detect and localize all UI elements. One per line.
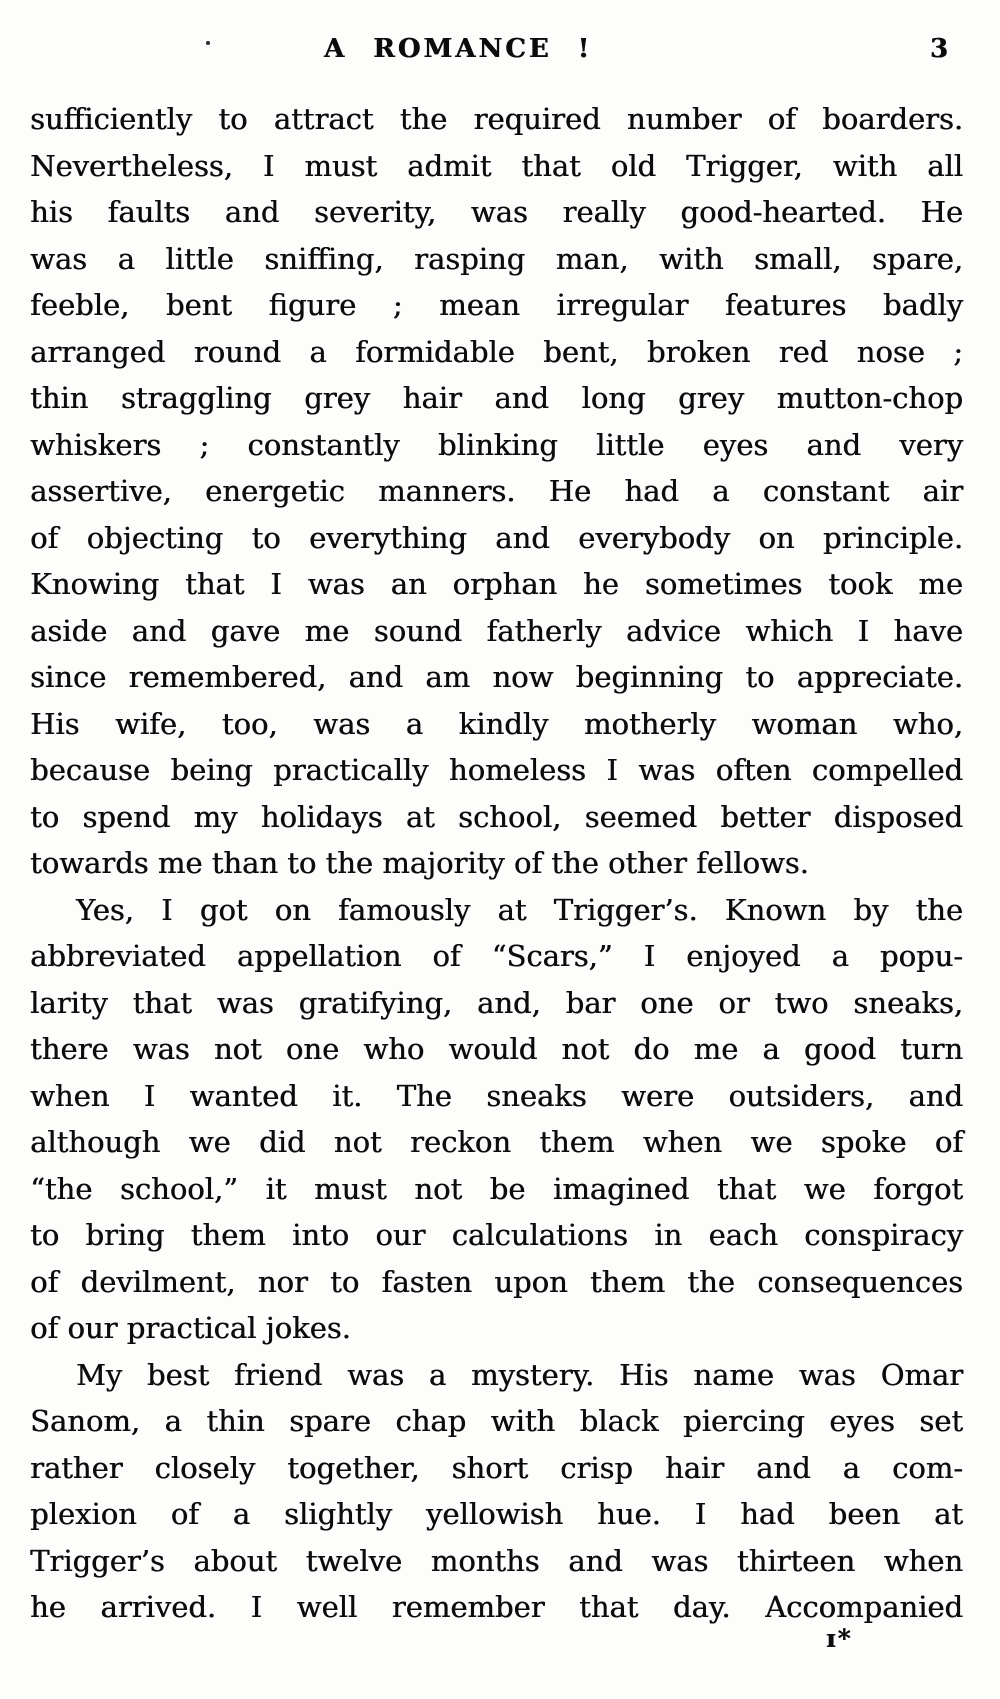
text-line: although we did not reckon them when we spoke of: [30, 1125, 963, 1159]
text-line: My best friend was a mystery. His name was Omar: [76, 1357, 963, 1392]
paragraph: [30, 1352, 963, 1631]
text-line: towards me than to the majority of the other fellows.: [30, 846, 809, 880]
text-line: plexion of a slightly yellowish hue. I had been at: [30, 1497, 963, 1531]
text-line: Trigger’s about twelve months and was thirteen when: [30, 1543, 963, 1578]
text-line: arranged round a formidable bent, broken red nose ;: [30, 334, 963, 369]
text-line: Yes, I got on famously at Trigger’s. Known by the: [76, 892, 963, 927]
text-line: was a little sniffing, rasping man, with small, spare,: [30, 241, 963, 276]
text-line: assertive, energetic manners. He had a constant air: [30, 474, 963, 508]
signature-mark: ɪ*: [826, 1624, 853, 1653]
text-line: of our practical jokes.: [30, 1311, 351, 1345]
text-line: thin straggling grey hair and long grey mutton-chop: [30, 381, 963, 415]
text-line: of objecting to everything and everybody on principle.: [30, 520, 963, 555]
text-line: rather closely together, short crisp hair and a com-: [30, 1450, 963, 1485]
text-line: to bring them into our calculations in each conspiracy: [30, 1218, 963, 1252]
text-line: “the school,” it must not be imagined that we forgot: [30, 1171, 963, 1206]
text-line: whiskers ; constantly blinking little eyes and very: [30, 427, 963, 462]
text-line: to spend my holidays at school, seemed better disposed: [30, 799, 963, 834]
text-line: since remembered, and am now beginning to appreciate.: [30, 660, 963, 694]
text-line: Nevertheless, I must admit that old Trigger, with all: [30, 148, 963, 183]
text-line: of devilment, nor to fasten upon them the consequences: [30, 1264, 963, 1299]
text-line: there was not one who would not do me a good turn: [30, 1032, 963, 1066]
text-line: feeble, bent figure ; mean irregular features badly: [30, 288, 963, 322]
text-line: he arrived. I well remember that day. Accompanied: [30, 1590, 963, 1624]
text-line: when I wanted it. The sneaks were outsiders, and: [30, 1078, 963, 1113]
text-line: abbreviated appellation of “Scars,” I enjoyed a popu-: [30, 939, 963, 973]
text-line: his faults and severity, was really good-hearted. He: [30, 195, 963, 229]
text-line: sufficiently to attract the required number of boarders.: [30, 102, 963, 136]
body-text: [30, 96, 963, 1631]
text-line: Knowing that I was an orphan he sometimes took me: [30, 567, 963, 601]
text-line: Sanom, a thin spare chap with black piercing eyes set: [30, 1404, 963, 1438]
text-line: aside and gave me sound fatherly advice which I have: [30, 613, 963, 648]
running-title: A ROMANCE !: [323, 34, 593, 64]
paragraph: [30, 96, 963, 887]
page-number: 3: [929, 34, 948, 64]
text-line: larity that was gratifying, and, bar one or two sneaks,: [30, 985, 963, 1020]
paragraph: [30, 887, 963, 1352]
text-line: His wife, too, was a kindly motherly woman who,: [30, 706, 963, 741]
text-line: because being practically homeless I was often compelled: [30, 753, 963, 787]
